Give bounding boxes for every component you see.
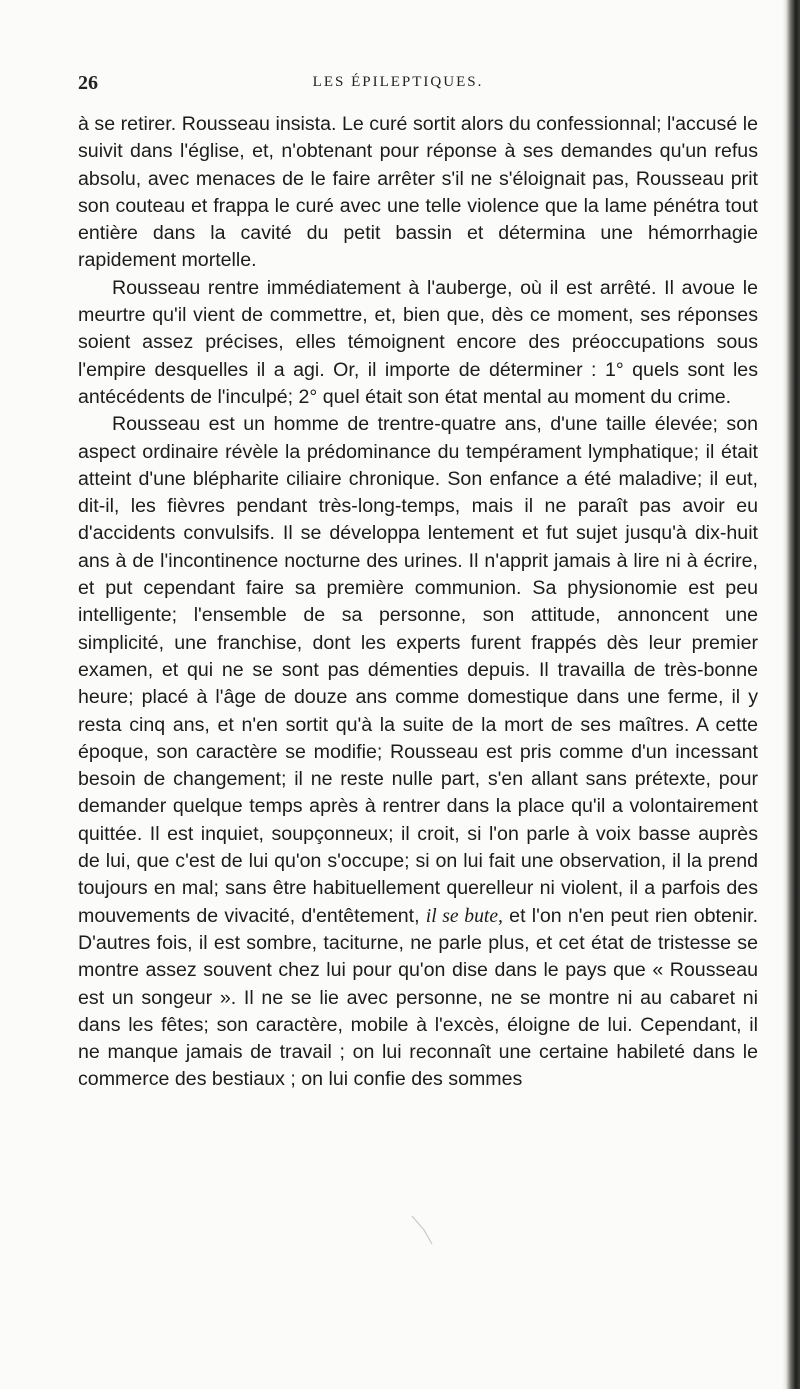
paragraph-3-italic: il se bute, (425, 905, 503, 927)
body-text (78, 111, 758, 1094)
page-header (78, 72, 758, 98)
stray-pencil-mark (410, 1214, 438, 1248)
book-spine-edge (786, 0, 800, 1389)
paragraph-1: à se retirer. Rousseau insista. Le curé sortit alors du confessionnal; l'accusé le suivit dans l'église, et, n'obtenant pour réponse à ses demandes qu'un refus absolu, avec menaces de le faire arrêter s'il ne s'éloignait pas, Rousseau prit son couteau et frappa le curé avec une telle violence que la lame pénétra tout entière dans la cavité du petit bassin et détermina une hémorrhagie rapidement mortelle. (78, 113, 758, 272)
paragraph-2: Rousseau rentre immédiatement à l'auberge, où il est arrêté. Il avoue le meurtre qu'il vient de commettre, et, bien que, dès ce moment, ses réponses soient assez précises, elles témoignent encore des préoccupations sous l'empire desquelles il a agi. Or, il importe de déterminer : 1° quels sont les antécédents de l'inculpé; 2° quel était son état mental au moment du crime. (78, 276, 758, 408)
paragraph-3 (78, 411, 758, 1093)
paragraph-3-part-2: et l'on n'en peut rien obtenir. D'autres fois, il est sombre, taciturne, ne parle plus, et cet état de tristesse se montre assez souvent chez lui pour qu'on dise dans le pays que « Rousseau est un songeur ». Il ne se lie avec personne, ne se montre ni au cabaret ni dans les fêtes; son caractère, mobile à l'excès, éloigne de lui. Cependant, il ne manque jamais de travail ; on lui reconnaît une certaine habileté dans le commerce des bestiaux ; on lui confie des sommes (78, 904, 759, 1091)
page-number: 26 (78, 72, 98, 94)
running-head: LES ÉPILEPTIQUES. (312, 74, 484, 90)
paragraph-3-part-1: Rousseau est un homme de trentre-quatre ans, d'une taille élevée; son aspect ordinaire révèle la prédominance du tempérament lymphatique; il était atteint d'une blépharite ciliaire chronique. Son enfance a été maladive; il eut, dit-il, les fièvres pendant très-long-temps, mais il ne paraît pas avoir eu d'accidents convulsifs. Il se développa lentement et fut sujet jusqu'à dix-huit ans à de l'incontinence nocturne des urines. Il n'apprit jamais à lire ni à écrire, et put cependant faire sa première communion. Sa physionomie est peu intelligente; l'ensemble de sa personne, son attitude, annoncent une simplicité, une franchise, dont les experts furent frappés dès leur premier examen, et qui ne se sont pas démenties depuis. Il travailla de très-bonne heure; placé à l'âge de douze ans comme domestique dans une ferme, il y resta cinq ans, et n'en sortit qu'à la suite de la mort de ses maîtres. A cette époque, son caractère se modifie; Rousseau est pris comme d'un incessant besoin de changement; il ne reste nulle part, s'en allant sans prétexte, pour demander quelque temps après à rentrer dans la place qu'il a volontairement quittée. Il est inquiet, soupçonneux; il croit, si l'on parle à voix basse auprès de lui, que c'est de lui qu'on s'occupe; si on lui fait une observation, il la prend toujours en mal; sans être habituellement querelleur ni violent, il a parfois des mouvements de vivacité, d'entêtement, (78, 413, 758, 927)
